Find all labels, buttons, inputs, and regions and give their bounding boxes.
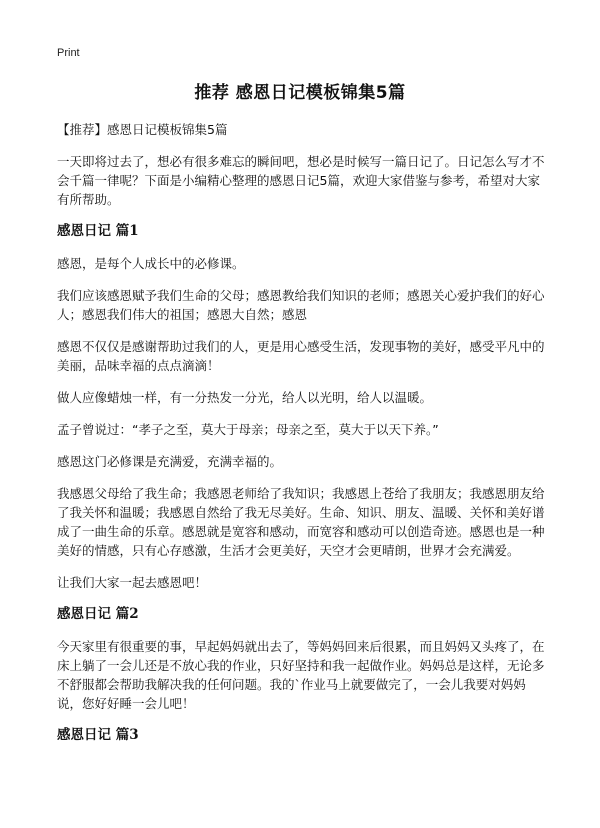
print-label: Print xyxy=(57,47,80,59)
section-1-paragraph: 孟子曾说过：“孝子之至，莫大于母亲；母亲之至，莫大于以天下养。” xyxy=(57,422,439,437)
section-1-paragraph: 做人应像蜡烛一样，有一分热发一分光，给人以光明，给人以温暖。 xyxy=(57,390,433,405)
page-title: 推荐 感恩日记模板锦集5篇 xyxy=(194,83,406,103)
section-1-paragraph: 感恩这门必修课是充满爱，充满幸福的。 xyxy=(57,454,283,469)
section-1-paragraph: 感恩不仅仅是感谢帮助过我们的人，更是用心感受生活，发现事物的美好，感受平凡中的美丽，品味幸福的点点滴滴！ xyxy=(57,339,545,373)
section-1-paragraph: 感恩，是每个人成长中的必修课。 xyxy=(57,256,245,271)
section-1-paragraph: 我感恩父母给了我生命；我感恩老师给了我知识；我感恩上苍给了我朋友；我感恩朋友给了我关怀和温暖；我感恩自然给了我无尽美好。生命、知识、朋友、温暖、关怀和美好谱成了一曲生命的乐章。感恩就是宽容和感动，而宽容和感动可以创造奇迹。感恩也是一种美好的情感，只有心存感激，生活才会更美好，天空才会更晴朗，世界才会充满爱。 xyxy=(57,486,545,558)
intro-paragraph: 一天即将过去了，想必有很多难忘的瞬间吧，想必是时候写一篇日记了。日记怎么写才不会千篇一律呢？下面是小编精心整理的感恩日记5篇，欢迎大家借鉴与参考，希望对大家有所帮助。 xyxy=(57,154,545,207)
document-body xyxy=(57,120,547,758)
section-1-paragraph: 我们应该感恩赋予我们生命的父母；感恩教给我们知识的老师；感恩关心爱护我们的好心人；感恩我们伟大的祖国；感恩大自然；感恩 xyxy=(57,288,545,322)
section-1-paragraph: 让我们大家一起去感恩吧！ xyxy=(57,575,208,590)
section-heading-3: 感恩日记 篇3 xyxy=(57,727,139,743)
section-heading-1: 感恩日记 篇1 xyxy=(57,223,139,239)
intro-tag-line: 【推荐】感恩日记模板锦集5篇 xyxy=(57,122,228,137)
section-2-paragraph: 今天家里有很重要的事，早起妈妈就出去了，等妈妈回来后很累，而且妈妈又头疼了，在床上躺了一会儿还是不放心我的作业，只好坚持和我一起做作业。妈妈总是这样，无论多不舒服都会帮助我解决我的任何问题。我的`作业马上就要做完了，一会儿我要对妈妈说，您好好睡一会儿吧！ xyxy=(57,639,545,711)
section-heading-2: 感恩日记 篇2 xyxy=(57,606,139,622)
